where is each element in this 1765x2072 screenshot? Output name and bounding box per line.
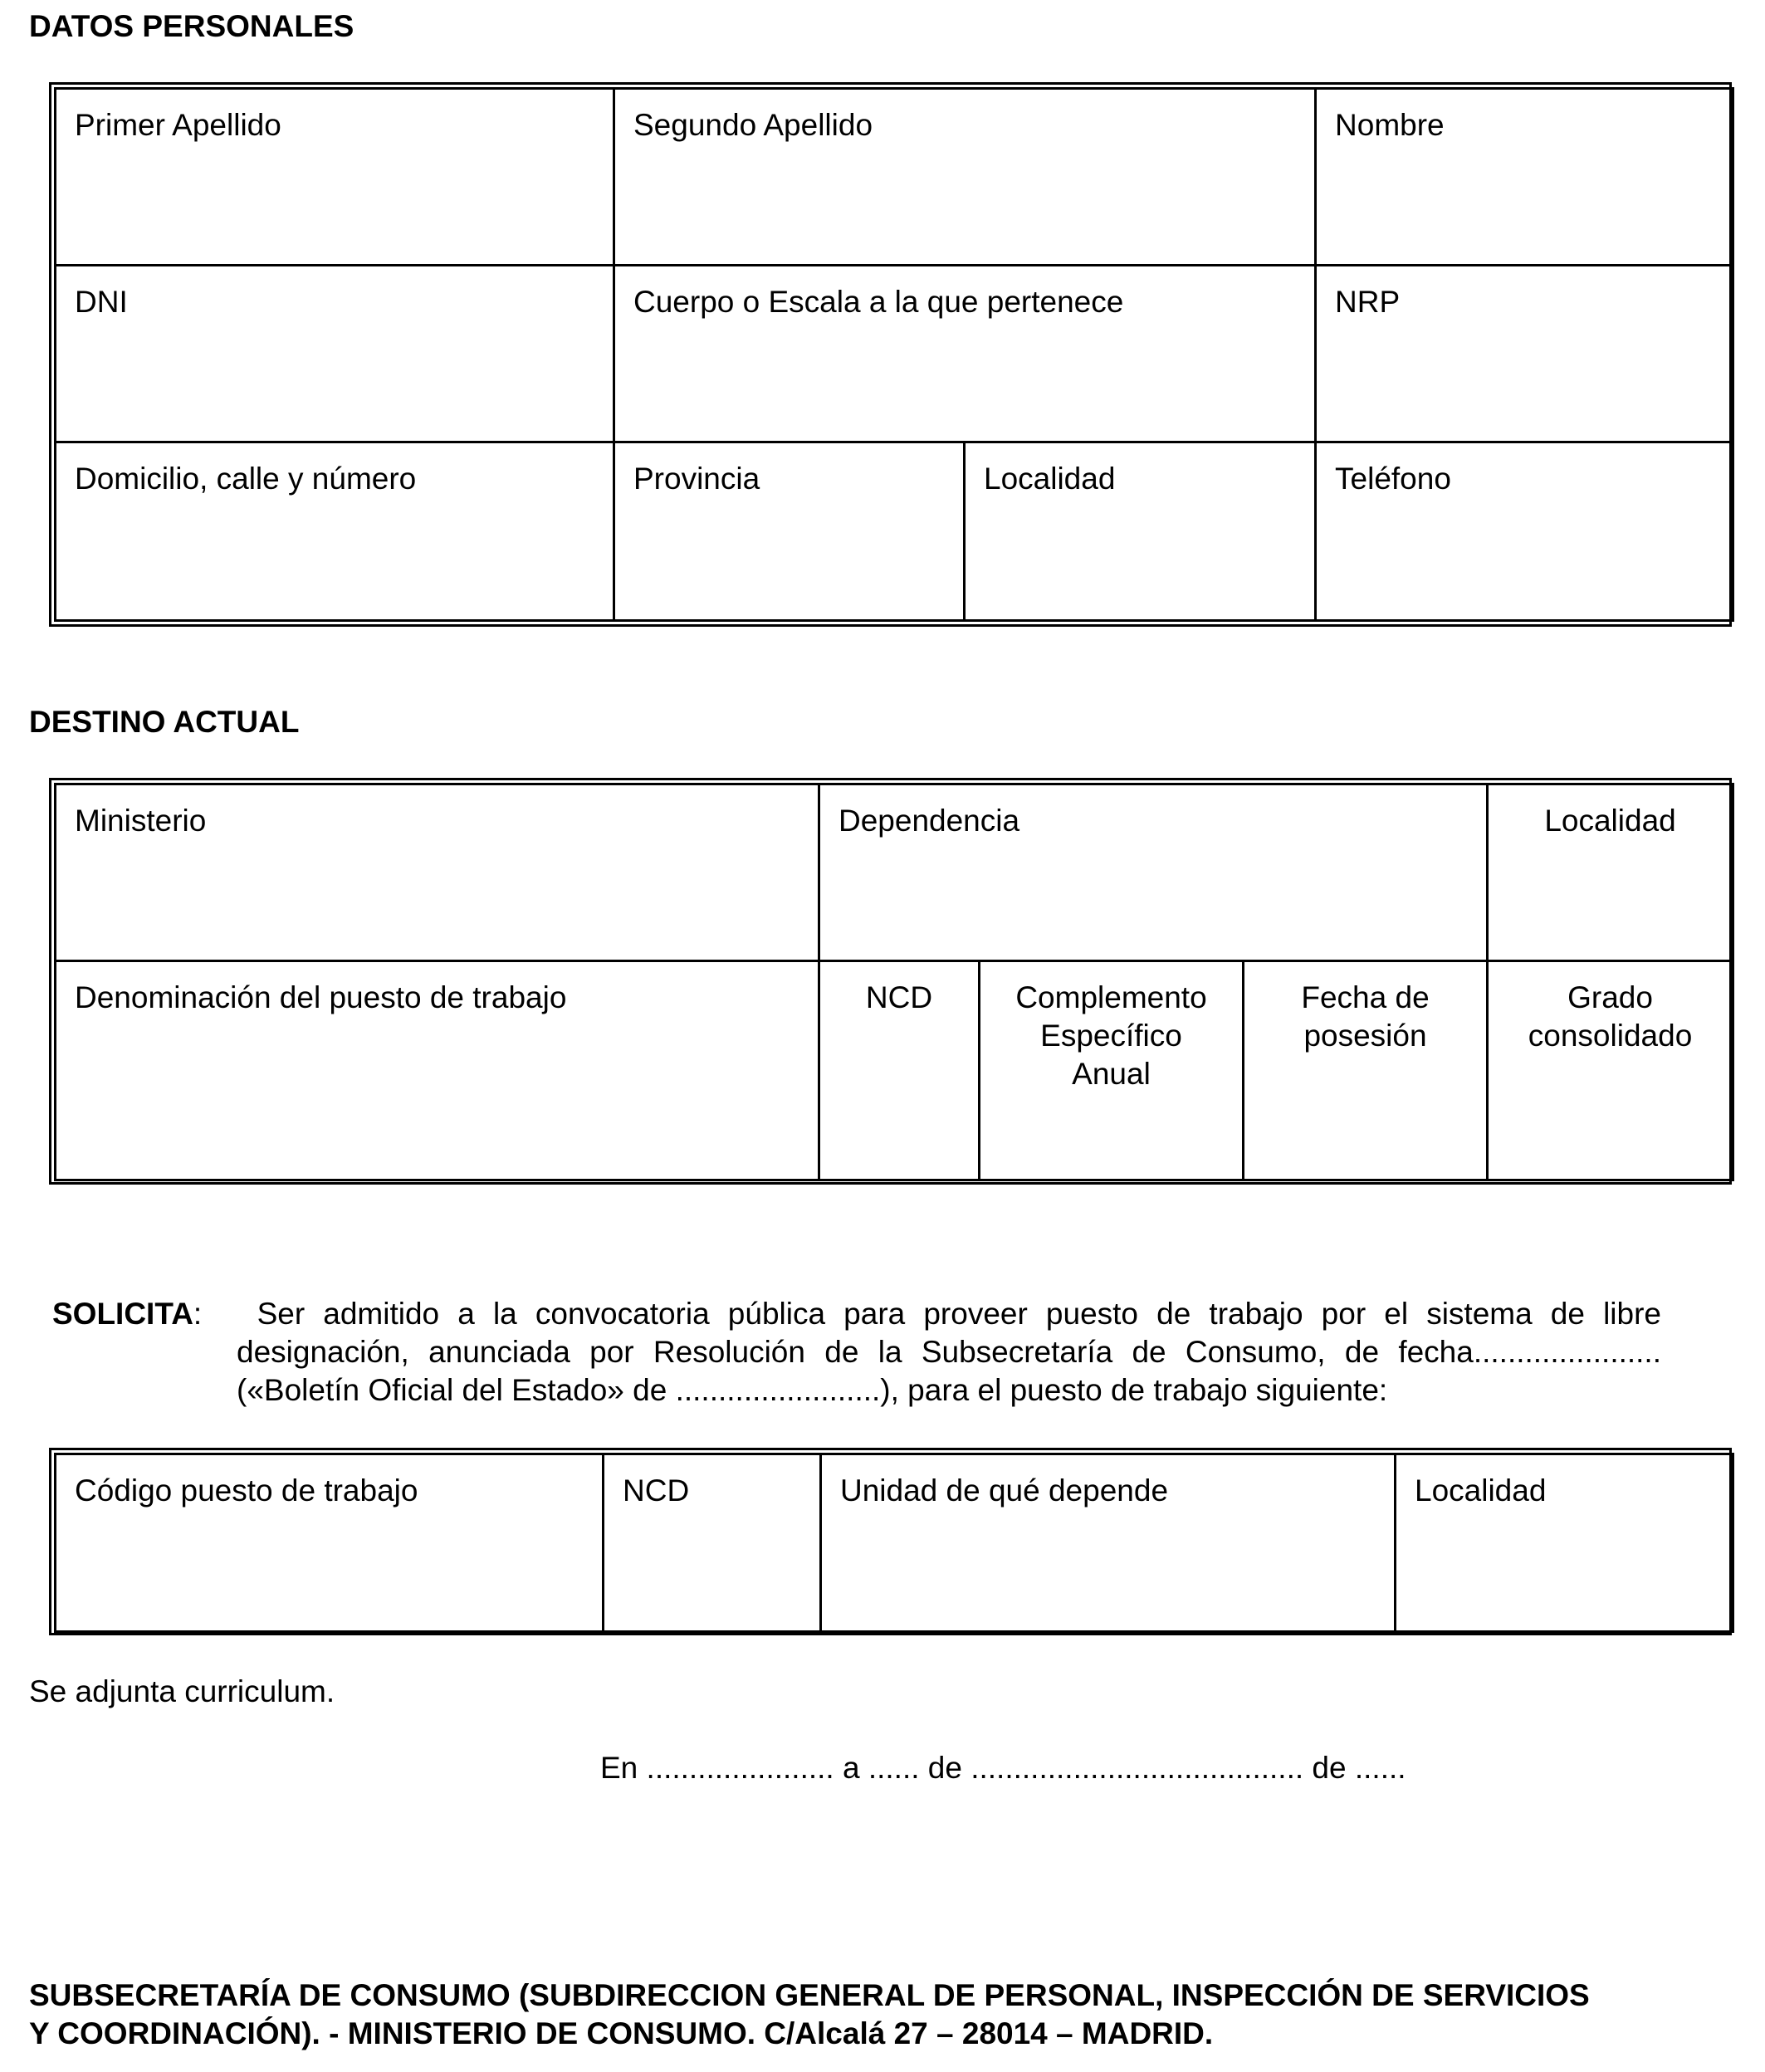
complemento-label-line3: Anual — [1072, 1057, 1151, 1091]
domicilio-field[interactable] — [56, 442, 614, 621]
grado-consolidado-label-line1: Grado — [1567, 980, 1653, 1014]
ncd-solicitado-label: NCD — [623, 1473, 690, 1508]
domicilio-label: Domicilio, calle y número — [75, 462, 417, 496]
solicita-text-line2: designación, anunciada por Resolución de la Subsecretaría de Consumo, de fecha...................... — [237, 1335, 1661, 1369]
localidad-label: Localidad — [984, 462, 1116, 496]
cuerpo-escala-label: Cuerpo o Escala a la que pertenece — [633, 285, 1124, 319]
dependencia-label: Dependencia — [838, 804, 1020, 838]
ncd-solicitado-field[interactable] — [604, 1454, 821, 1632]
nrp-field[interactable] — [1316, 266, 1733, 442]
grado-consolidado-field[interactable] — [1488, 961, 1733, 1180]
dni-field[interactable] — [56, 266, 614, 442]
localidad-solicitado-label: Localidad — [1415, 1473, 1547, 1508]
localidad-solicitado-field[interactable] — [1396, 1454, 1733, 1632]
complemento-label-line2: Específico — [1040, 1019, 1182, 1053]
ministerio-label: Ministerio — [75, 804, 207, 838]
codigo-puesto-field[interactable] — [56, 1454, 604, 1632]
segundo-apellido-field[interactable] — [614, 89, 1316, 266]
destino-actual-table — [49, 778, 1732, 1185]
provincia-label: Provincia — [633, 462, 760, 496]
solicita-line1: SOLICITA: Ser admitido a la convocatoria pública para proveer puesto de trabajo por el sistema de libre — [52, 1297, 1661, 1331]
complemento-especifico-field[interactable] — [980, 961, 1244, 1180]
denominacion-puesto-label: Denominación del puesto de trabajo — [75, 980, 567, 1014]
denominacion-puesto-field[interactable] — [56, 961, 819, 1180]
puesto-solicitado-table — [49, 1448, 1732, 1635]
cuerpo-escala-field[interactable] — [614, 266, 1316, 442]
localidad-field[interactable] — [965, 442, 1316, 621]
localidad-actual-field[interactable] — [1488, 784, 1733, 961]
fecha-posesion-label-line1: Fecha de — [1301, 980, 1430, 1014]
footer-line2: Y COORDINACIÓN). - MINISTERIO DE CONSUMO. C/Alcalá 27 – 28014 – MADRID. — [29, 2016, 1214, 2050]
ministerio-field[interactable] — [56, 784, 819, 961]
nrp-label: NRP — [1335, 285, 1401, 319]
solicita-label: SOLICITA — [52, 1297, 193, 1331]
ncd-actual-label: NCD — [865, 980, 933, 1014]
codigo-puesto-label: Código puesto de trabajo — [75, 1473, 418, 1508]
grado-consolidado-label-line2: consolidado — [1528, 1019, 1693, 1053]
fecha-firma-line: En ...................... a ...... de ....................................... de ...... — [600, 1751, 1406, 1785]
solicita-paragraph — [52, 1295, 1661, 1410]
unidad-depende-field[interactable] — [821, 1454, 1396, 1632]
fecha-posesion-field[interactable] — [1244, 961, 1488, 1180]
solicita-continuation — [52, 1333, 1661, 1410]
solicita-text-line1: Ser admitido a la convocatoria pública para proveer puesto de trabajo por el sistema de libre — [257, 1297, 1661, 1331]
dni-label: DNI — [75, 285, 128, 319]
nombre-field[interactable] — [1316, 89, 1733, 266]
telefono-label: Teléfono — [1335, 462, 1451, 496]
unidad-depende-label: Unidad de qué depende — [840, 1473, 1169, 1508]
complemento-label-line1: Complemento — [1015, 980, 1207, 1014]
localidad-actual-label: Localidad — [1544, 804, 1676, 838]
primer-apellido-field[interactable] — [56, 89, 614, 266]
provincia-field[interactable] — [614, 442, 965, 621]
footer-address — [29, 1977, 1731, 2053]
solicita-text-line3: («Boletín Oficial del Estado» de ........................), para el puesto de trabajo siguiente: — [237, 1373, 1388, 1407]
telefono-field[interactable] — [1316, 442, 1733, 621]
datos-personales-table — [49, 82, 1732, 627]
nombre-label: Nombre — [1335, 108, 1445, 142]
destino-actual-heading: DESTINO ACTUAL — [29, 705, 300, 739]
footer-line1: SUBSECRETARÍA DE CONSUMO (SUBDIRECCION GENERAL DE PERSONAL, INSPECCIÓN DE SERVICIOS — [29, 1978, 1590, 2012]
fecha-posesion-label-line2: posesión — [1303, 1019, 1427, 1053]
primer-apellido-label: Primer Apellido — [75, 108, 281, 142]
datos-personales-heading: DATOS PERSONALES — [29, 9, 354, 43]
segundo-apellido-label: Segundo Apellido — [633, 108, 873, 142]
ncd-actual-field[interactable] — [819, 961, 980, 1180]
adjunta-curriculum-text: Se adjunta curriculum. — [29, 1674, 335, 1708]
dependencia-field[interactable] — [819, 784, 1488, 961]
